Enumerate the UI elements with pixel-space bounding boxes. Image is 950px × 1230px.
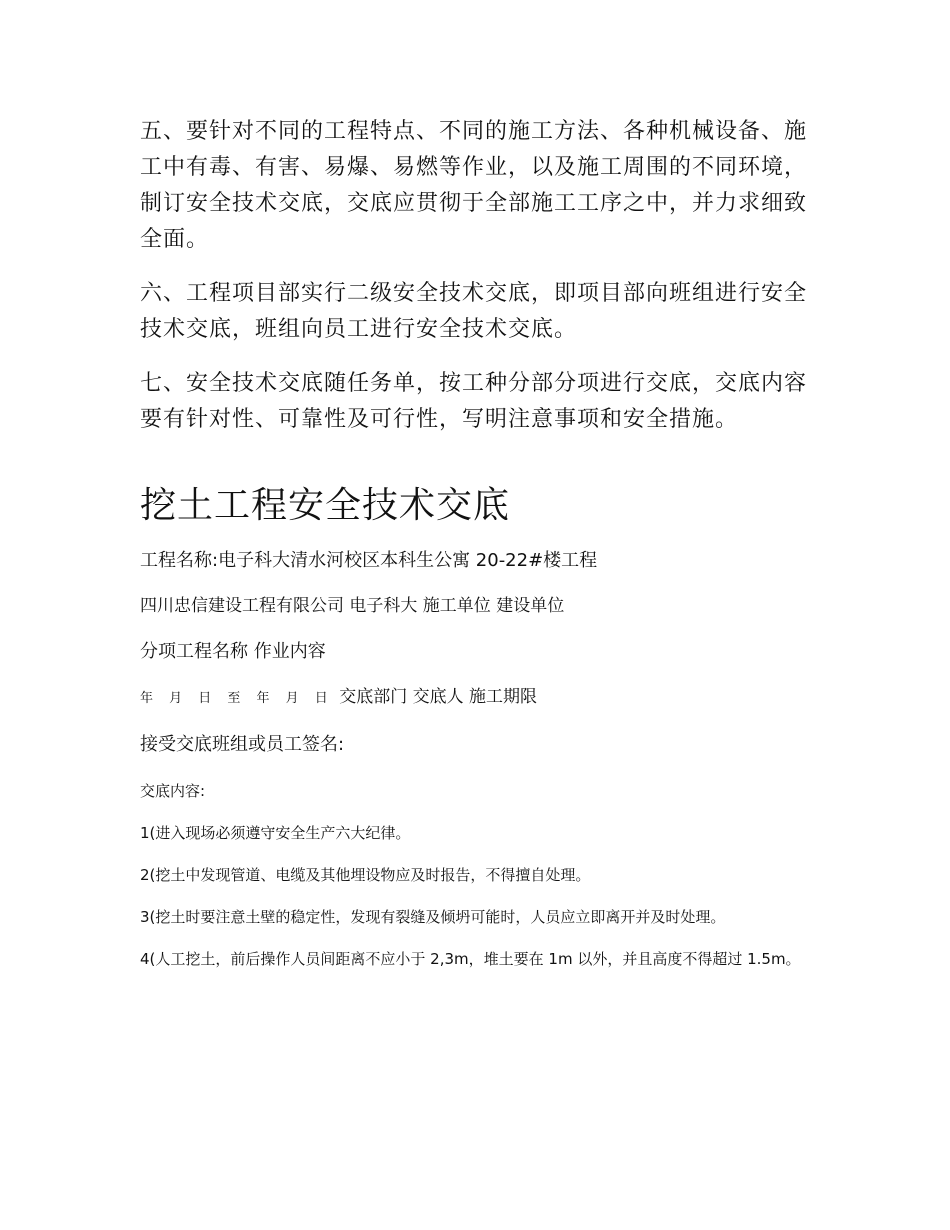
- paragraph-five: 五、要针对不同的工程特点、不同的施工方法、各种机械设备、施工中有毒、有害、易爆、易燃等作业，以及施工周围的不同环境，制订安全技术交底，交底应贯彻于全部施工工序之中，并力求细致全面。: [140, 119, 808, 252]
- project-name-line: 工程名称:电子科大清水河校区本科生公寓 20-22#楼工程: [140, 550, 598, 571]
- date-dept-line: [140, 685, 820, 711]
- document-content: [140, 114, 820, 988]
- item-2: 2(挖土中发现管道、电缆及其他埋设物应及时报告，不得擅自处理。: [140, 866, 591, 884]
- paragraph-six: 六、工程项目部实行二级安全技术交底，即项目部向班组进行安全技术交底，班组向员工进行安全技术交底。: [140, 281, 808, 342]
- section-heading: 挖土工程安全技术交底: [140, 485, 511, 526]
- date-range-label: 年 月 日 至 年 月 日: [140, 691, 334, 706]
- item-4: 4(人工挖土，前后操作人员间距离不应小于 2,3m，堆土要在 1m 以外，并且高度不得超过 1.5m。: [140, 950, 801, 968]
- item-3: 3(挖土时要注意土壁的稳定性，发现有裂缝及倾坍可能时，人员应立即离开并及时处理。: [140, 908, 726, 926]
- dept-person-period-label: 交底部门 交底人 施工期限: [339, 687, 538, 707]
- item-1: 1(进入现场必须遵守安全生产六大纪律。: [140, 824, 411, 842]
- units-line: 四川忠信建设工程有限公司 电子科大 施工单位 建设单位: [140, 596, 565, 616]
- paragraph-seven: 七、安全技术交底随任务单，按工种分部分项进行交底，交底内容要有针对性、可靠性及可行性，写明注意事项和安全措施。: [140, 371, 808, 432]
- content-label: 交底内容:: [140, 782, 206, 800]
- signature-line: 接受交底班组或员工签名:: [140, 734, 345, 755]
- subitem-line: 分项工程名称 作业内容: [140, 641, 326, 662]
